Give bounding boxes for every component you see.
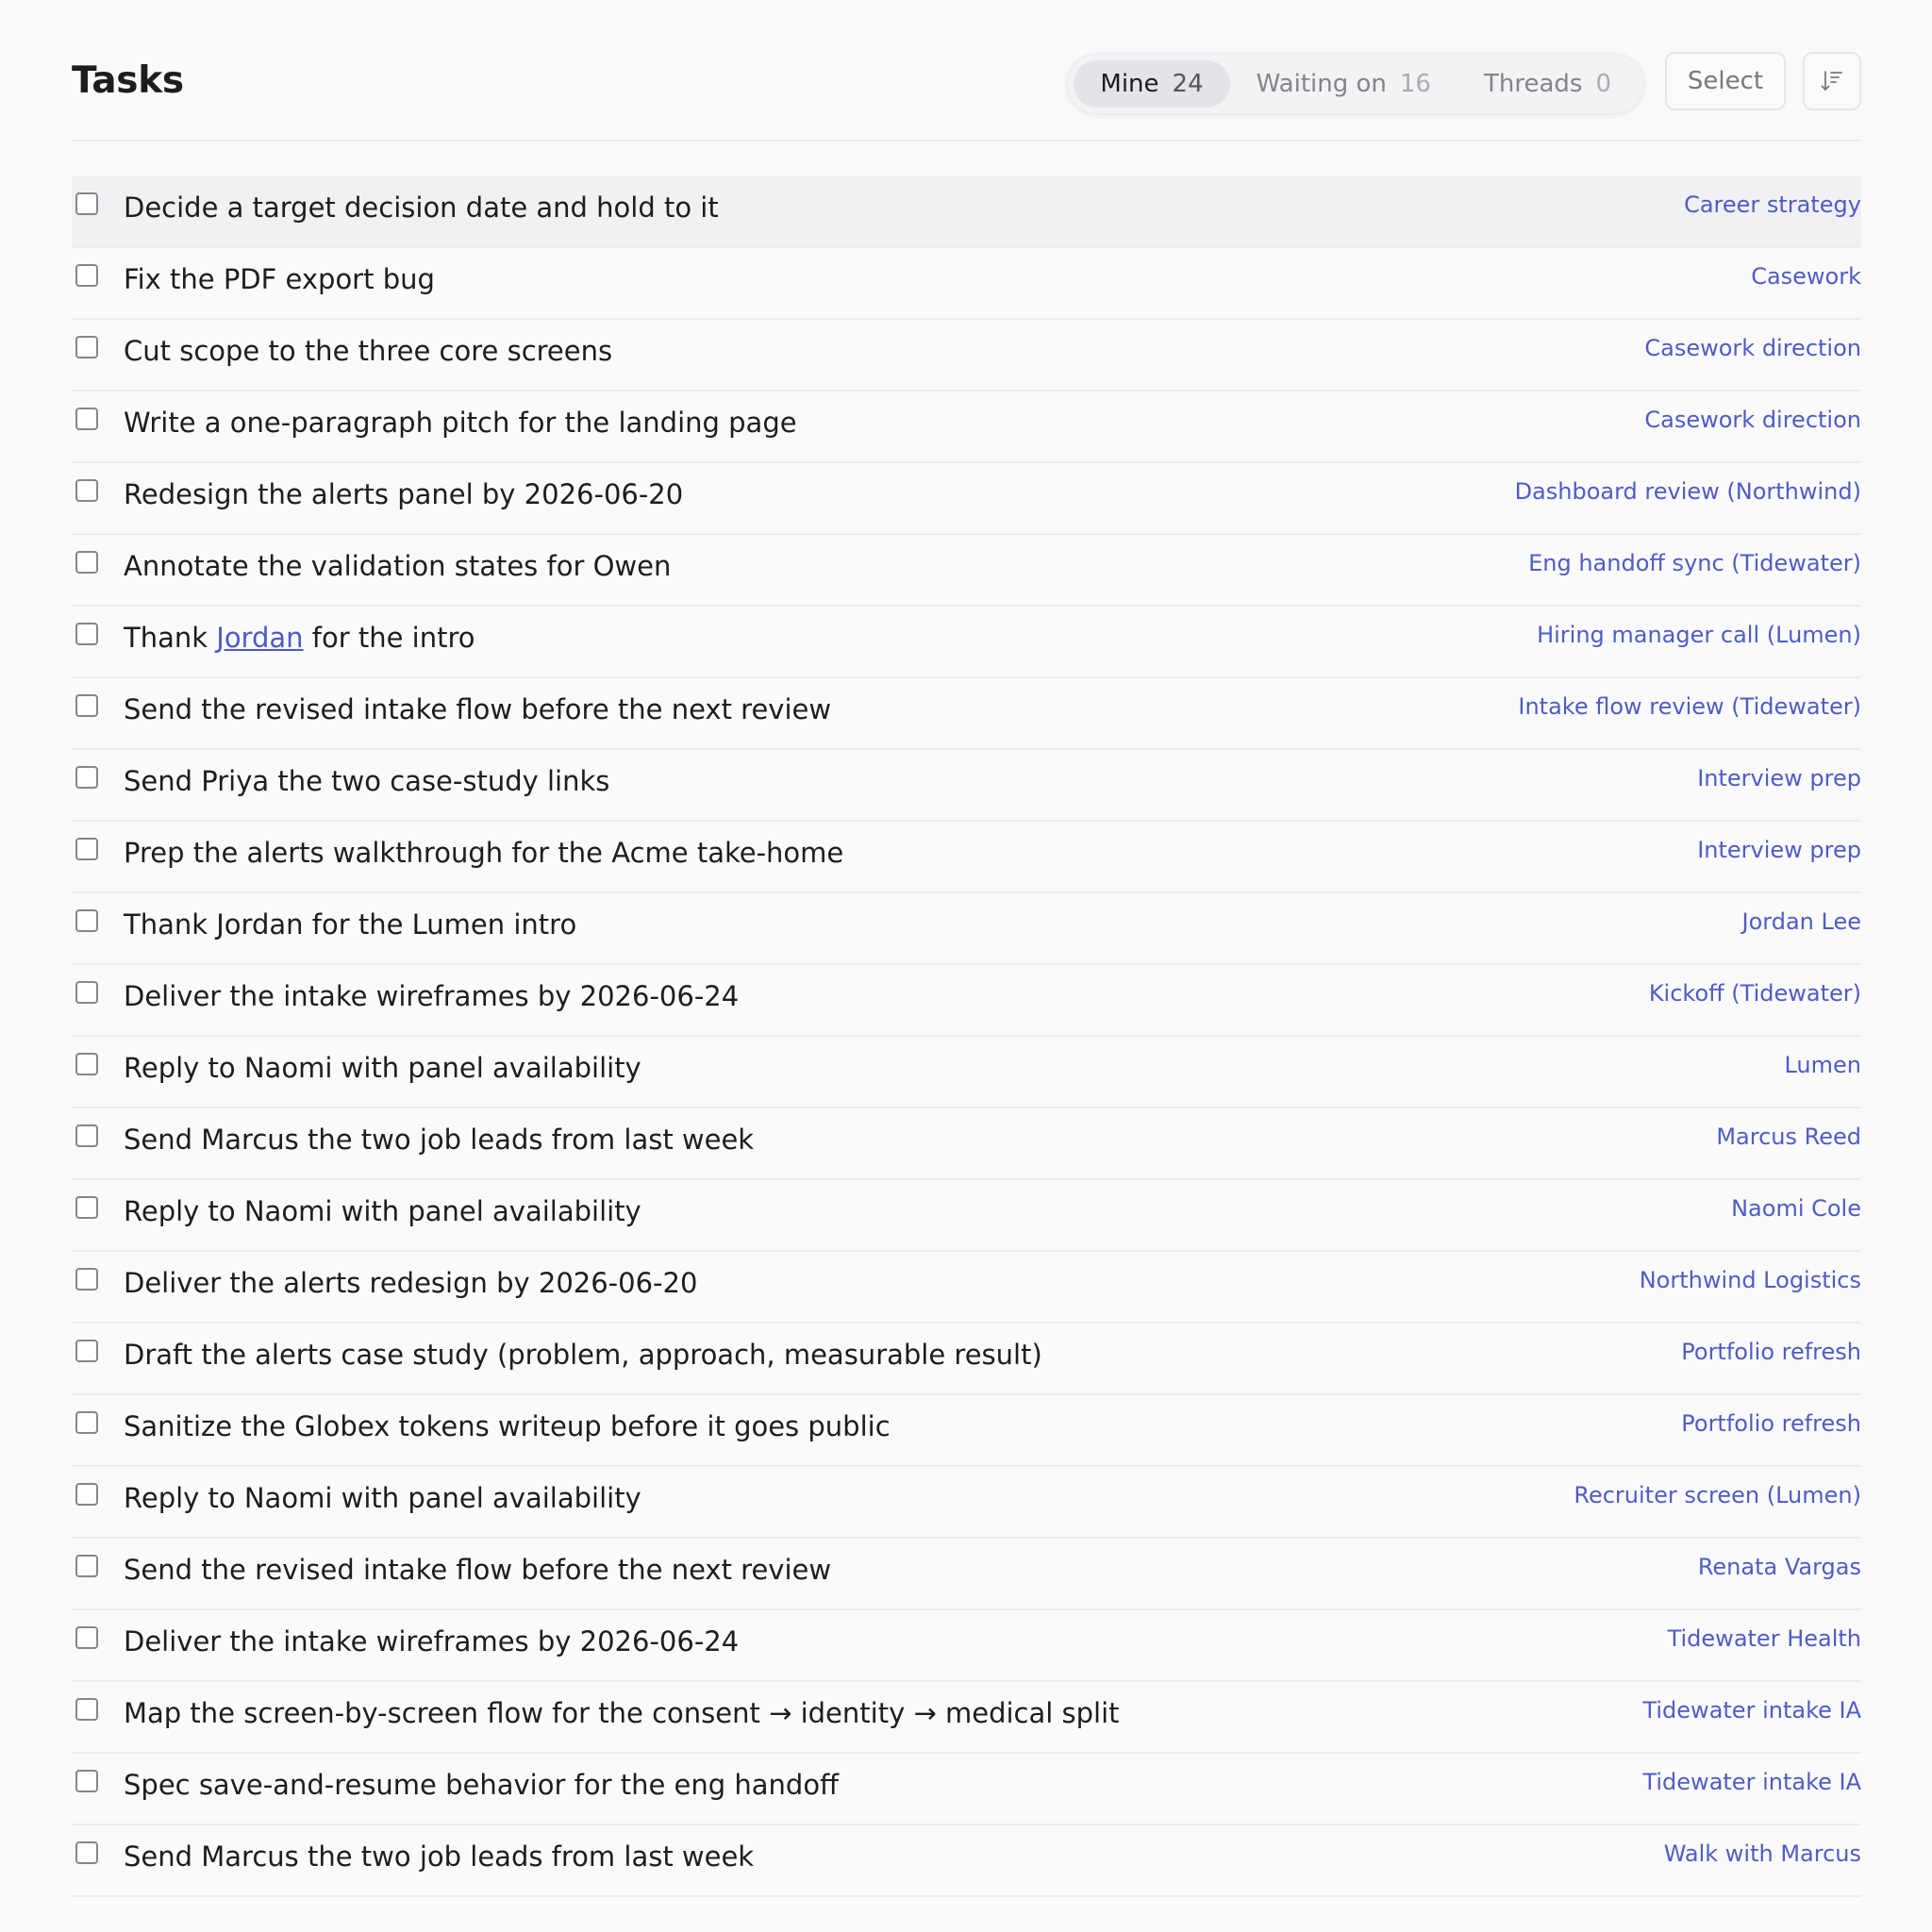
page-title: Tasks bbox=[72, 59, 184, 102]
tab-threads[interactable] bbox=[1457, 60, 1638, 108]
task-text bbox=[124, 620, 475, 656]
task-checkbox[interactable] bbox=[75, 1698, 98, 1721]
task-source-link[interactable]: Dashboard review (Northwind) bbox=[1514, 478, 1861, 505]
task-checkbox[interactable] bbox=[75, 1483, 98, 1506]
task-checkbox[interactable] bbox=[75, 479, 98, 502]
task-source-link[interactable]: Tidewater Health bbox=[1667, 1625, 1861, 1652]
task-checkbox[interactable] bbox=[75, 1268, 98, 1291]
task-source-link[interactable]: Renata Vargas bbox=[1697, 1554, 1861, 1580]
person-mention-link[interactable]: Jordan bbox=[216, 622, 304, 654]
task-row[interactable] bbox=[72, 1467, 1861, 1539]
task-source-link[interactable]: Portfolio refresh bbox=[1681, 1339, 1861, 1365]
task-source-link[interactable]: Lumen bbox=[1784, 1052, 1861, 1078]
task-text: Send the revised intake flow before the next review bbox=[124, 1554, 832, 1586]
task-filter-tabs bbox=[1067, 54, 1644, 114]
task-text: Deliver the alerts redesign by 2026-06-20 bbox=[124, 1267, 698, 1299]
task-row[interactable] bbox=[72, 1324, 1861, 1395]
task-source-link[interactable]: Interview prep bbox=[1697, 837, 1861, 863]
task-row[interactable] bbox=[72, 1539, 1861, 1610]
task-checkbox[interactable] bbox=[75, 1340, 98, 1362]
task-row[interactable] bbox=[72, 893, 1861, 965]
task-text: Annotate the validation states for Owen bbox=[124, 550, 672, 582]
task-checkbox[interactable] bbox=[75, 1555, 98, 1577]
task-text: Send the revised intake flow before the next review bbox=[124, 693, 832, 725]
task-checkbox[interactable] bbox=[75, 1770, 98, 1792]
task-source-link[interactable]: Northwind Logistics bbox=[1639, 1267, 1861, 1293]
tab-label: Threads bbox=[1483, 70, 1583, 98]
task-text: Reply to Naomi with panel availability bbox=[124, 1482, 641, 1514]
tab-mine[interactable] bbox=[1074, 60, 1229, 108]
task-checkbox[interactable] bbox=[75, 1411, 98, 1434]
task-row[interactable] bbox=[72, 965, 1861, 1037]
task-source-link[interactable]: Eng handoff sync (Tidewater) bbox=[1528, 550, 1861, 576]
task-source-link[interactable]: Career strategy bbox=[1684, 192, 1861, 218]
task-text: Deliver the intake wireframes by 2026-06-24 bbox=[124, 1625, 740, 1657]
task-text: Spec save-and-resume behavior for the eng handoff bbox=[124, 1769, 840, 1801]
task-text: Send Marcus the two job leads from last week bbox=[124, 1124, 755, 1156]
task-row[interactable] bbox=[72, 1180, 1861, 1252]
task-checkbox[interactable] bbox=[75, 408, 98, 430]
task-source-link[interactable]: Casework direction bbox=[1644, 335, 1861, 361]
task-row[interactable] bbox=[72, 463, 1861, 535]
sort-button[interactable] bbox=[1803, 52, 1861, 110]
task-row[interactable] bbox=[72, 1754, 1861, 1825]
task-text: Send Priya the two case-study links bbox=[124, 765, 610, 797]
task-checkbox[interactable] bbox=[75, 838, 98, 860]
tab-count: 0 bbox=[1595, 70, 1611, 98]
task-checkbox[interactable] bbox=[75, 1196, 98, 1219]
task-source-link[interactable]: Recruiter screen (Lumen) bbox=[1574, 1482, 1861, 1508]
task-checkbox[interactable] bbox=[75, 1053, 98, 1075]
task-text: Send Marcus the two job leads from last week bbox=[124, 1840, 755, 1873]
tab-count: 16 bbox=[1399, 70, 1431, 98]
task-checkbox[interactable] bbox=[75, 264, 98, 287]
task-text: Map the screen-by-screen flow for the consent → identity → medical split bbox=[124, 1697, 1120, 1729]
task-source-link[interactable]: Tidewater intake IA bbox=[1642, 1697, 1861, 1724]
task-checkbox[interactable] bbox=[75, 1124, 98, 1147]
task-text-after: for the intro bbox=[303, 622, 475, 654]
task-source-link[interactable]: Marcus Reed bbox=[1716, 1124, 1861, 1150]
task-row[interactable] bbox=[72, 678, 1861, 750]
task-text: Write a one-paragraph pitch for the landing page bbox=[124, 407, 797, 439]
task-checkbox[interactable] bbox=[75, 909, 98, 932]
task-checkbox[interactable] bbox=[75, 551, 98, 574]
task-text: Sanitize the Globex tokens writeup before it goes public bbox=[124, 1410, 891, 1442]
task-text: Prep the alerts walkthrough for the Acme take-home bbox=[124, 837, 844, 869]
task-row[interactable] bbox=[72, 1108, 1861, 1180]
tab-label: Mine bbox=[1100, 70, 1159, 98]
task-row[interactable] bbox=[72, 320, 1861, 391]
task-row[interactable] bbox=[72, 1825, 1861, 1897]
tab-waiting-on[interactable] bbox=[1230, 60, 1457, 108]
task-checkbox[interactable] bbox=[75, 1626, 98, 1649]
task-source-link[interactable]: Casework bbox=[1751, 263, 1861, 290]
task-text: Decide a target decision date and hold to it bbox=[124, 192, 719, 224]
task-checkbox[interactable] bbox=[75, 694, 98, 717]
task-source-link[interactable]: Hiring manager call (Lumen) bbox=[1537, 622, 1861, 648]
task-text: Deliver the intake wireframes by 2026-06-24 bbox=[124, 980, 740, 1012]
task-row[interactable] bbox=[72, 1252, 1861, 1324]
tab-count: 24 bbox=[1172, 70, 1204, 98]
task-row[interactable] bbox=[72, 248, 1861, 320]
task-row[interactable] bbox=[72, 1395, 1861, 1467]
task-text: Draft the alerts case study (problem, approach, measurable result) bbox=[124, 1339, 1042, 1371]
tab-label: Waiting on bbox=[1256, 70, 1387, 98]
task-text: Reply to Naomi with panel availability bbox=[124, 1195, 641, 1227]
task-checkbox[interactable] bbox=[75, 1841, 98, 1864]
task-row[interactable] bbox=[72, 1037, 1861, 1108]
task-text: Reply to Naomi with panel availability bbox=[124, 1052, 641, 1084]
task-row[interactable] bbox=[72, 607, 1861, 678]
tasks-header bbox=[72, 0, 1861, 142]
task-source-link[interactable]: Walk with Marcus bbox=[1663, 1840, 1861, 1867]
task-checkbox[interactable] bbox=[75, 623, 98, 645]
task-row[interactable] bbox=[72, 1610, 1861, 1682]
task-checkbox[interactable] bbox=[75, 336, 98, 358]
task-source-link[interactable]: Interview prep bbox=[1697, 765, 1861, 791]
task-row[interactable] bbox=[72, 750, 1861, 822]
task-text: Fix the PDF export bug bbox=[124, 263, 435, 295]
task-source-link[interactable]: Intake flow review (Tidewater) bbox=[1518, 693, 1861, 720]
task-source-link[interactable]: Tidewater intake IA bbox=[1642, 1769, 1861, 1795]
task-checkbox[interactable] bbox=[75, 981, 98, 1004]
task-list bbox=[72, 176, 1861, 1897]
task-text: Cut scope to the three core screens bbox=[124, 335, 613, 367]
task-text: Redesign the alerts panel by 2026-06-20 bbox=[124, 478, 684, 510]
task-row[interactable] bbox=[72, 176, 1861, 248]
sort-icon bbox=[1820, 69, 1844, 93]
task-source-link[interactable]: Casework direction bbox=[1644, 407, 1861, 433]
task-checkbox[interactable] bbox=[75, 192, 98, 215]
task-source-link[interactable]: Kickoff (Tidewater) bbox=[1648, 980, 1861, 1007]
task-row[interactable] bbox=[72, 1682, 1861, 1754]
task-source-link[interactable]: Portfolio refresh bbox=[1681, 1410, 1861, 1437]
task-source-link[interactable]: Jordan Lee bbox=[1741, 908, 1861, 935]
select-button[interactable]: Select bbox=[1665, 52, 1786, 110]
task-source-link[interactable]: Naomi Cole bbox=[1731, 1195, 1861, 1222]
task-row[interactable] bbox=[72, 391, 1861, 463]
task-checkbox[interactable] bbox=[75, 766, 98, 789]
task-text-before: Thank bbox=[124, 622, 217, 654]
task-text: Thank Jordan for the Lumen intro bbox=[124, 908, 577, 941]
task-row[interactable] bbox=[72, 822, 1861, 893]
task-row[interactable] bbox=[72, 535, 1861, 607]
